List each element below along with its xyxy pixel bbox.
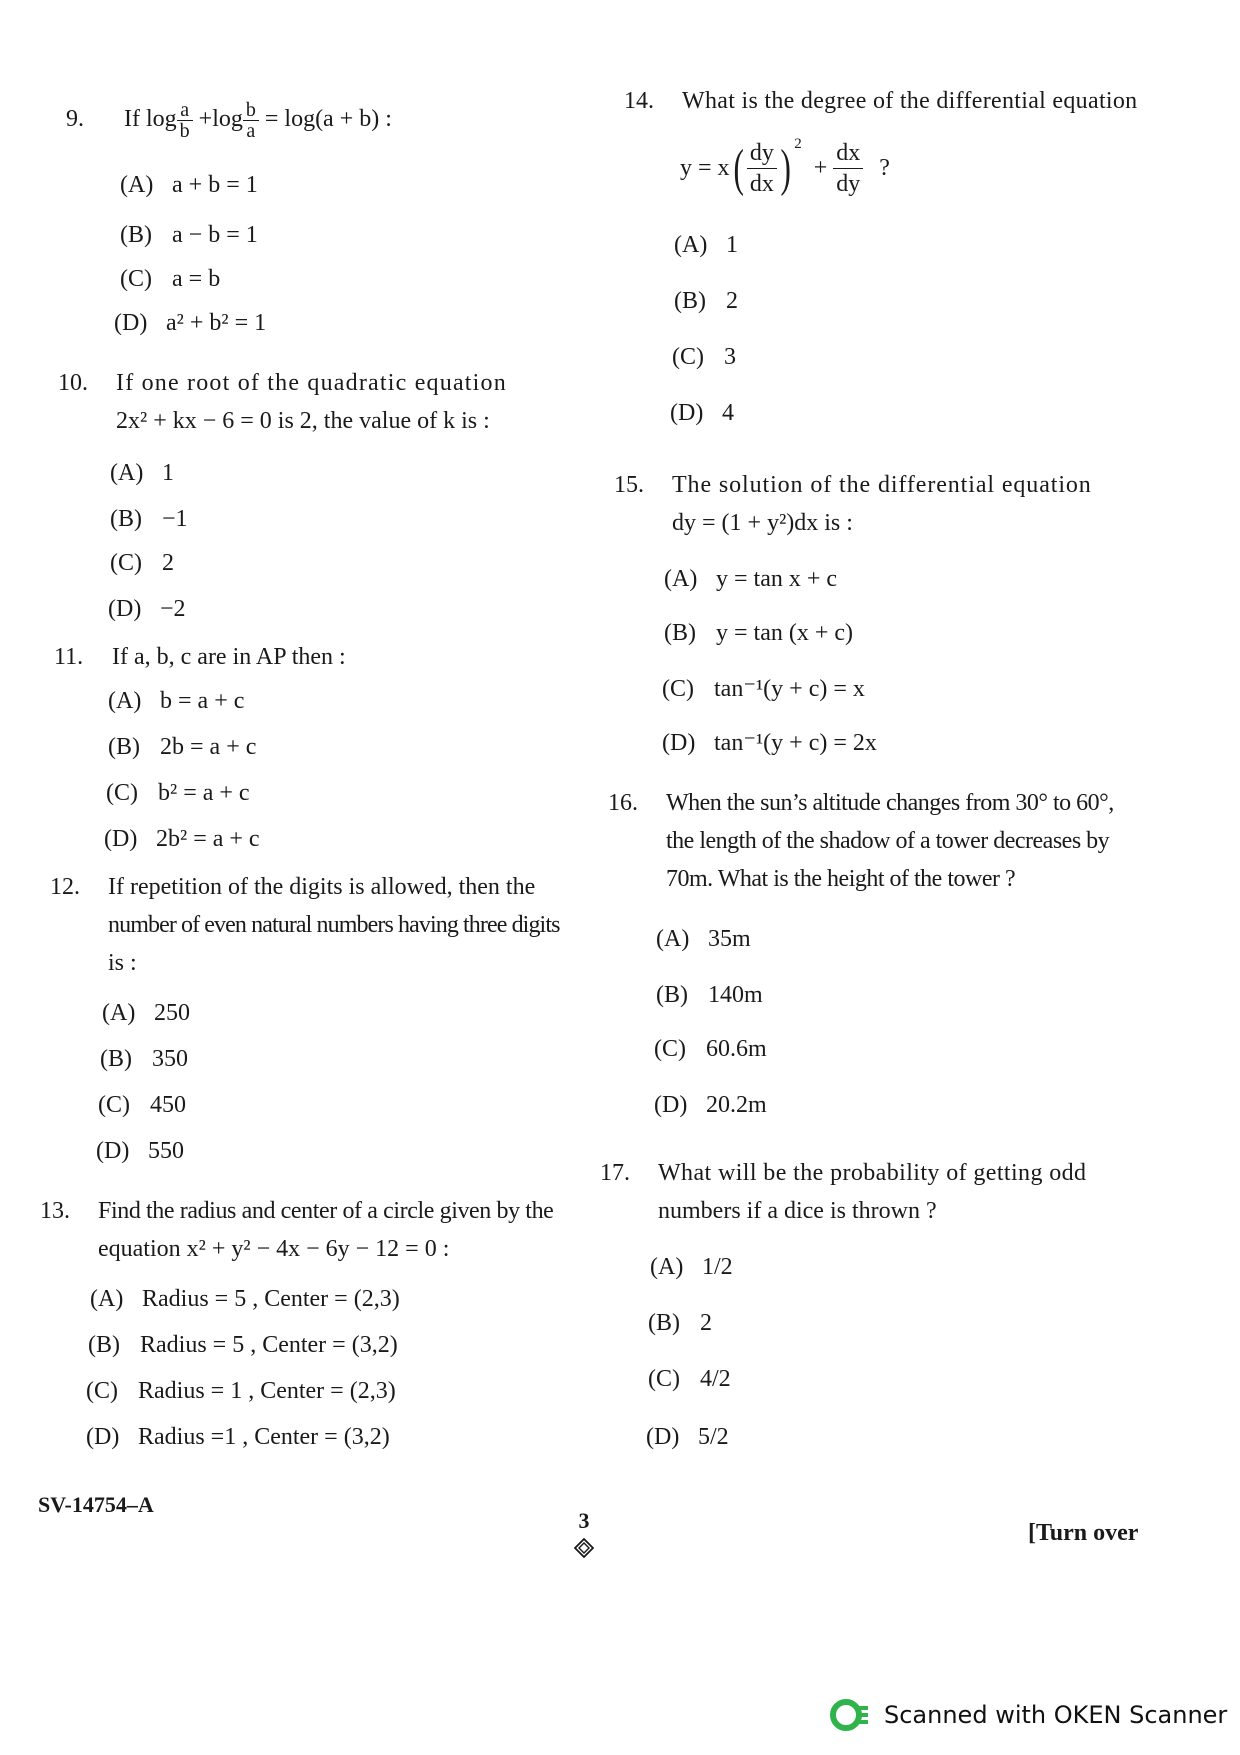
question-17 (600, 1154, 1180, 1230)
option-b[interactable]: (B) 2 (674, 288, 738, 314)
scanner-watermark (830, 1697, 1227, 1733)
question-stem: When the sun’s altitude changes from 30° to 60°, the length of the shadow of a tower decreases by 70m. What is the height of the tower ? (666, 790, 1114, 892)
option-d[interactable]: (D) 5/2 (646, 1424, 729, 1450)
option-b[interactable]: (B) 350 (100, 1046, 188, 1072)
question-10 (58, 364, 608, 440)
question-stem: If log $\frac{a}{b}$ +log $\frac{b}{a}$ = log(a + b) : (124, 99, 392, 142)
page-number: 3 (578, 1508, 590, 1533)
question-15 (614, 466, 1184, 542)
option-c[interactable]: (C) 2 (110, 550, 174, 576)
question-number: 16. (608, 790, 638, 816)
option-b[interactable]: (B) Radius = 5 , Center = (3,2) (88, 1332, 398, 1358)
question-16 (608, 784, 1188, 898)
option-a[interactable]: (A) 250 (102, 1000, 190, 1026)
option-d[interactable]: (D) Radius =1 , Center = (3,2) (86, 1424, 390, 1450)
option-a[interactable]: (A) 35m (656, 926, 751, 952)
option-b[interactable]: (B) −1 (110, 506, 188, 532)
fraction: $\frac{dx}{dy}$ (833, 138, 863, 199)
option-d[interactable]: (D) 20.2m (654, 1092, 767, 1118)
question-12 (50, 868, 610, 982)
question-number: 9. (66, 106, 84, 132)
question-number: 10. (58, 370, 88, 396)
option-d[interactable]: (D) 2b² = a + c (104, 826, 260, 852)
option-a[interactable]: (A) Radius = 5 , Center = (2,3) (90, 1286, 400, 1312)
option-c[interactable]: (C) Radius = 1 , Center = (2,3) (86, 1378, 396, 1404)
scanner-text: Scanned with OKEN Scanner (884, 1701, 1228, 1729)
option-b[interactable]: (B) y = tan (x + c) (664, 620, 854, 646)
option-c[interactable]: (C) 450 (98, 1092, 186, 1118)
option-c[interactable]: (C) 3 (672, 344, 736, 370)
option-a[interactable]: (A) y = tan x + c (664, 566, 838, 592)
question-number: 13. (40, 1198, 70, 1224)
question-number: 12. (50, 874, 80, 900)
option-c[interactable]: (C) 4/2 (648, 1366, 731, 1392)
option-c[interactable]: (C) tan⁻¹(y + c) = x (662, 676, 865, 702)
question-stem: Find the radius and center of a circle given by the equation x² + y² − 4x − 6y − 12 = 0 : (98, 1198, 554, 1262)
option-a[interactable]: (A) 1/2 (650, 1254, 733, 1280)
question-13 (40, 1192, 600, 1268)
question-number: 15. (614, 472, 644, 498)
question-number: 17. (600, 1160, 630, 1186)
question-stem: If repetition of the digits is allowed, then the number of even natural numbers having three digits is : (108, 874, 560, 976)
oken-scanner-logo-icon (830, 1697, 870, 1733)
option-d[interactable]: (D) a² + b² = 1 (114, 310, 267, 336)
diamond-icon (574, 1538, 594, 1558)
turn-over-label: [Turn over (1028, 1520, 1139, 1546)
option-d[interactable]: (D) 550 (96, 1138, 184, 1164)
differential-equation: y = x( $\frac{dy}{dx}$ ) $^2$ + $\frac{dx}{dy}$ ? (680, 136, 890, 197)
option-b[interactable]: (B) 2 (648, 1310, 712, 1336)
option-b[interactable]: (B) 2b = a + c (108, 734, 257, 760)
option-d[interactable]: (D) tan⁻¹(y + c) = 2x (662, 730, 877, 756)
question-9 (66, 100, 606, 141)
option-c[interactable]: (C) a = b (120, 266, 221, 292)
question-stem: What is the degree of the differential equation (682, 88, 1138, 114)
option-b[interactable]: (B) a − b = 1 (120, 222, 258, 248)
option-b[interactable]: (B) 140m (656, 982, 763, 1008)
question-stem: The solution of the differential equation dy = (1 + y²)dx is : (672, 472, 1092, 536)
option-d[interactable]: (D) 4 (670, 400, 734, 426)
question-number: 11. (54, 644, 84, 670)
question-11 (54, 638, 604, 676)
option-a[interactable]: (A) b = a + c (108, 688, 245, 714)
option-a[interactable]: (A) 1 (110, 460, 174, 486)
option-c[interactable]: (C) b² = a + c (106, 780, 250, 806)
question-14 (624, 82, 1184, 120)
option-d[interactable]: (D) −2 (108, 596, 186, 622)
option-c[interactable]: (C) 60.6m (654, 1036, 767, 1062)
question-stem: If a, b, c are in AP then : (112, 644, 346, 670)
question-number: 14. (624, 88, 654, 114)
fraction: $\frac{dy}{dx}$ (747, 138, 777, 199)
paper-code: SV-14754–A (38, 1492, 154, 1517)
fraction: $\frac{b}{a}$ (243, 100, 259, 141)
option-a[interactable]: (A) 1 (674, 232, 738, 258)
option-a[interactable]: (A) a + b = 1 (120, 172, 258, 198)
question-stem: If one root of the quadratic equation 2x² + kx − 6 = 0 is 2, the value of k is : (116, 370, 507, 434)
fraction: $\frac{a}{b}$ (177, 100, 193, 141)
question-stem: What will be the probability of getting odd numbers if a dice is thrown ? (658, 1160, 1087, 1224)
